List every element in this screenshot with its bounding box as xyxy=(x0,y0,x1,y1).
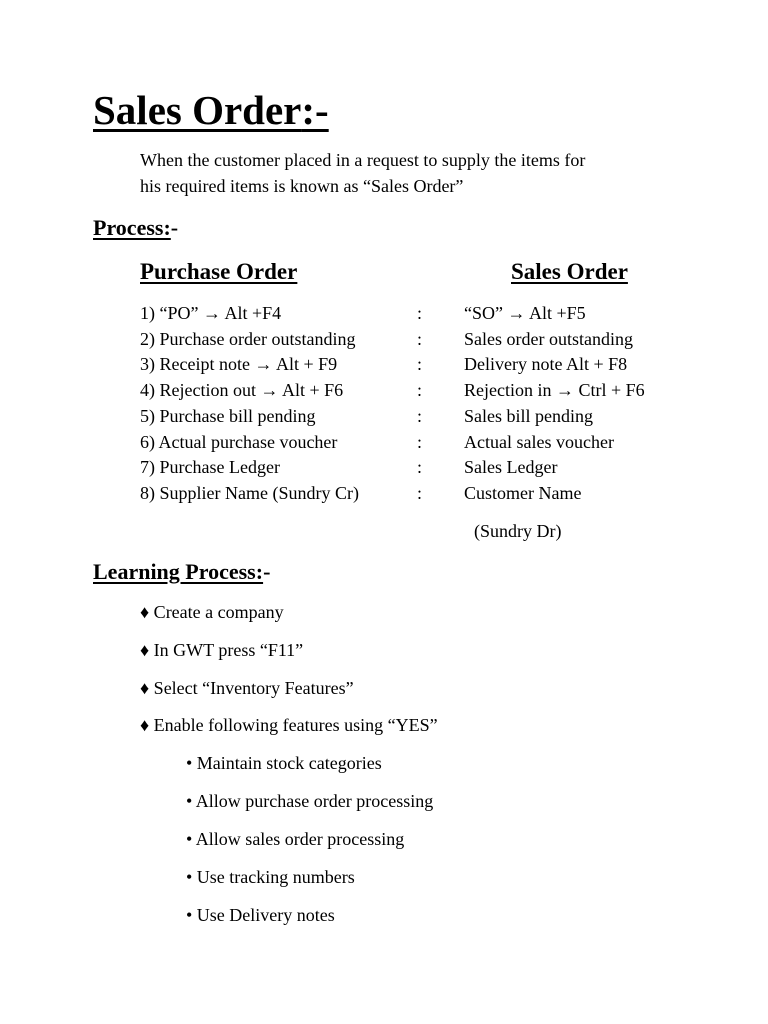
sales-row-5: Sales bill pending xyxy=(464,406,593,426)
process-heading-text: Process: xyxy=(93,215,171,240)
row-separator-8: : xyxy=(417,483,423,503)
row-separator-1: : xyxy=(417,303,423,323)
page-title-text: Sales Order xyxy=(93,87,302,133)
sales-row-8: Customer Name xyxy=(464,483,582,503)
learning-step-4: ♦ Enable following features using “YES” xyxy=(140,715,438,735)
intro-line-1: When the customer placed in a request to supply the items for xyxy=(140,150,586,170)
row-separator-7: : xyxy=(417,457,423,477)
sales-row-7: Sales Ledger xyxy=(464,457,558,477)
purchase-row-2: 2) Purchase order outstanding xyxy=(140,329,356,349)
sales-row-6: Actual sales voucher xyxy=(464,432,614,452)
process-heading xyxy=(93,214,178,242)
feature-item-1: • Maintain stock categories xyxy=(186,753,382,773)
sales-row-4: Rejection in → Ctrl + F6 xyxy=(464,380,645,400)
purchase-row-5: 5) Purchase bill pending xyxy=(140,406,316,426)
row-separator-2: : xyxy=(417,329,423,349)
learning-step-3: ♦ Select “Inventory Features” xyxy=(140,678,354,698)
feature-item-5: • Use Delivery notes xyxy=(186,905,335,925)
purchase-order-column-header: Purchase Order xyxy=(140,259,298,284)
sales-order-column-header: Sales Order xyxy=(511,259,628,284)
learning-process-heading-text: Learning Process: xyxy=(93,559,264,584)
row-separator-5: : xyxy=(417,406,423,426)
purchase-row-1: 1) “PO” → Alt +F4 xyxy=(140,303,282,323)
learning-process-heading-suffix: - xyxy=(263,559,271,584)
sales-row-2: Sales order outstanding xyxy=(464,329,633,349)
purchase-row-7: 7) Purchase Ledger xyxy=(140,457,280,477)
sales-row-1: “SO” → Alt +F5 xyxy=(464,303,586,323)
feature-item-3: • Allow sales order processing xyxy=(186,829,405,849)
learning-step-1: ♦ Create a company xyxy=(140,602,284,622)
intro-line-2: his required items is known as “Sales Order” xyxy=(140,176,464,196)
purchase-row-4: 4) Rejection out → Alt + F6 xyxy=(140,380,344,400)
row-separator-4: : xyxy=(417,380,423,400)
purchase-row-6: 6) Actual purchase voucher xyxy=(140,432,338,452)
process-heading-suffix: - xyxy=(170,215,179,240)
page-title xyxy=(93,84,329,136)
learning-process-heading xyxy=(93,558,270,586)
row-separator-3: : xyxy=(417,354,423,374)
purchase-row-3: 3) Receipt note → Alt + F9 xyxy=(140,354,338,374)
purchase-row-8: 8) Supplier Name (Sundry Cr) xyxy=(140,483,359,503)
feature-item-4: • Use tracking numbers xyxy=(186,867,355,887)
feature-item-2: • Allow purchase order processing xyxy=(186,791,434,811)
sales-row-8-continuation: (Sundry Dr) xyxy=(474,521,562,541)
learning-step-2: ♦ In GWT press “F11” xyxy=(140,640,304,660)
sales-row-3: Delivery note Alt + F8 xyxy=(464,354,628,374)
page-title-suffix: :- xyxy=(301,87,329,133)
row-separator-6: : xyxy=(417,432,423,452)
